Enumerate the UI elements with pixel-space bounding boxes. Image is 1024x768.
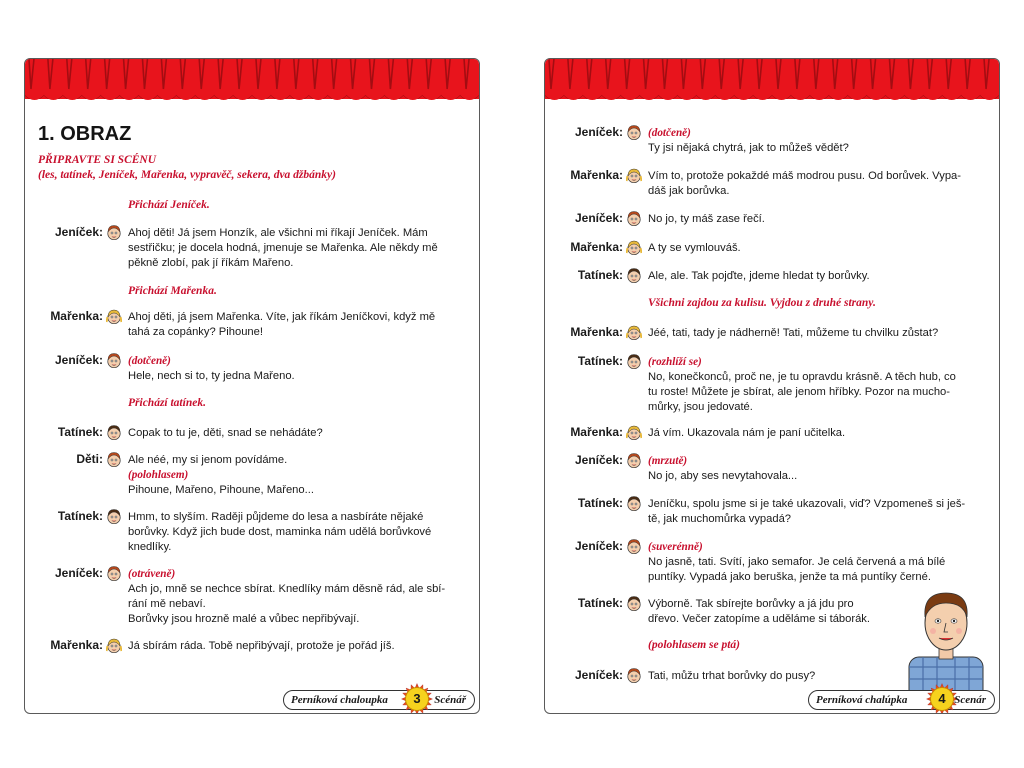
stage-direction: (rozhlíží se) [648,356,702,368]
stage-direction: (dotčeně) [648,127,691,139]
speaker-face-icon [626,538,642,555]
speaker-name: Mařenka: [570,425,623,439]
dialogue-text [648,169,985,199]
dialogue-text-line: Ale, ale. Tak pojďte, jdeme hledat ty borůvky. [648,270,870,282]
speaker-face-icon [626,210,642,227]
speaker-name: Jeníček: [574,453,623,467]
speaker-name: Jeníček: [574,211,623,225]
sun-page-badge [401,683,433,714]
dialogue-text [128,510,465,555]
dialogue-text-line: No jo, ty máš zase řečí. [648,213,765,225]
dialogue-text-line: No, konečkonců, proč ne, je tu opravdu krásně. A těch hub, co [648,371,956,383]
dialogue-text-line: A ty se vymlouváš. [648,242,741,254]
stage-note: Přichází Jeníček. [128,199,210,211]
dialogue-text [128,453,465,498]
speaker-face-icon [626,267,642,284]
speaker-name: Mařenka: [570,168,623,182]
speaker-name: Mařenka: [50,638,103,652]
speaker-face-icon [106,224,122,241]
speaker-name: Jeníček: [574,125,623,139]
dialogue-text-line: knedlíky. [128,541,172,553]
stage-direction: (otráveně) [128,568,176,580]
dialogue-text [648,241,985,256]
speaker-name: Jeníček: [54,353,103,367]
stage-direction: (mrzutě) [648,455,688,467]
speaker-face-icon [106,565,122,582]
stage-direction: (dotčeně) [128,355,171,367]
speaker-face-icon [626,495,642,512]
speaker-name: Tatínek: [577,354,623,368]
speaker-face-icon [626,424,642,441]
stage-note: Přichází tatínek. [128,397,206,409]
dialogue-text [128,426,465,441]
setup-title: PŘIPRAVTE SI SCÉNU [38,154,157,166]
speaker-face-icon [626,324,642,341]
dialogue-text [128,567,465,627]
dialogue-text [648,212,985,227]
stage-note: (polohlasem se ptá) [648,639,740,651]
speaker-face-icon [106,637,122,654]
scene-heading: 1. OBRAZ [38,123,132,145]
speaker-face-icon [626,452,642,469]
dialogue-text-line: dáš jak borůvka. [648,185,730,197]
page-footer [283,690,475,710]
dialogue-text [128,354,465,384]
dialogue-text-line: pěkně zlobí, pak jí říkám Mařeno. [128,257,294,269]
page-number: 4 [938,691,946,706]
dialogue-text-line: Tati, můžu trhat borůvky do pusy? [648,670,816,682]
speaker-name: Tatínek: [57,425,103,439]
speaker-name: Tatínek: [577,268,623,282]
dialogue-text [648,126,985,156]
script-page-3 [24,58,480,714]
dialogue-text-line: borůvky. Když jich bude dost, maminka nám udělá borůvkové [128,526,432,538]
dialogue-text-line: Výborně. Tak sbírejte borůvky a já jdu pro [648,598,854,610]
dialogue-text-line: Pihoune, Mařeno, Pihoune, Mařeno... [128,484,314,496]
footer-title: Perníková chalúpka [816,694,908,706]
dialogue-text-line: Borůvky jsou hrozně malé a vůbec nepřibývají. [128,613,360,625]
dialogue-text-line: Ach jo, mně se nechce sbírat. Knedlíky mám děsně rád, ale sbí- [128,583,446,595]
page-number: 3 [413,691,421,706]
dialogue-text [648,454,985,484]
page-content [25,59,479,713]
dialogue-text-line: Vím to, protože pokaždé máš modrou pusu. Od borůvek. Vypa- [648,170,961,182]
dialogue-text [128,226,465,271]
speaker-name: Tatínek: [57,509,103,523]
dialogue-text-line: Ty jsi nějaká chytrá, jak to můžeš vědět? [648,142,849,154]
speaker-name: Jeníček: [54,225,103,239]
speaker-face-icon [626,124,642,141]
footer-title: Perníková chaloupka [291,694,388,706]
sun-page-badge [926,683,958,714]
dialogue-text-line: Jeníčku, spolu jsme si je také ukazovali, viď? Vzpomeneš si ješ- [648,498,966,510]
speaker-name: Mařenka: [570,325,623,339]
dialogue-text-line: No jasně, tati. Svítí, jako semafor. Je celá červená a má bílé [648,556,946,568]
speaker-name: Jeníček: [574,668,623,682]
dialogue-text-line: sestřičku; je docela hodná, jmenuje se Mařenka. Ale někdy mě [128,242,438,254]
dialogue-text [128,310,465,340]
dialogue-text-line: tu roste! Můžete je sbírat, ale jenom hříbky. Pozor na mucho- [648,386,950,398]
script-page-4 [544,58,1000,714]
stage-direction: (suverénně) [648,541,703,553]
speaker-face-icon [626,353,642,370]
stage-direction: (polohlasem) [128,469,189,481]
dialogue-text-line: Já sbírám ráda. Tobě nepřibývají, protože je pořád jíš. [128,640,395,652]
scene-setup [38,153,336,183]
speaker-name: Mařenka: [50,309,103,323]
page-footer [808,690,995,710]
dialogue-text-line: Jéé, tati, tady je nádherně! Tati, můžeme tu chvilku zůstat? [648,327,939,339]
speaker-name: Tatínek: [577,496,623,510]
speaker-face-icon [626,239,642,256]
dialogue-text-line: puntíky. Vypadá jako beruška, jenže ta má puntíky černé. [648,571,931,583]
dialogue-text [648,497,985,527]
speaker-face-icon [106,508,122,525]
dialogue-text-line: tě, jak muchomůrka vypadá? [648,513,792,525]
dialogue-text-line: Hele, nech si to, ty jedna Mařeno. [128,370,295,382]
dialogue-text [648,326,985,341]
dialogue-text-line: Ale néé, my si jenom povídáme. [128,454,288,466]
dialogue-text-line: rání mě nebaví. [128,598,206,610]
footer-label: Scenár [954,694,986,706]
speaker-face-icon [626,167,642,184]
dialogue-text-line: Copak to tu je, děti, snad se nehádáte? [128,427,323,439]
footer-label: Scénář [434,694,466,706]
speaker-name: Jeníček: [574,539,623,553]
stage-note: Všichni zajdou za kulisu. Vyjdou z druhé strany. [648,297,876,309]
dialogue-text-line: No jo, aby ses nevytahovala... [648,470,798,482]
dialogue-text [648,426,985,441]
dialogue-text [128,639,465,654]
speaker-name: Tatínek: [577,596,623,610]
dialogue-text-line: Ahoj děti, já jsem Mařenka. Víte, jak říkám Jeníčkovi, když mě [128,311,436,323]
speaker-name: Jeníček: [54,566,103,580]
speaker-face-icon [106,424,122,441]
speaker-face-icon [106,451,122,468]
dialogue-text-line: tahá za copánky? Pihoune! [128,326,263,338]
speaker-face-icon [626,595,642,612]
speaker-name: Mařenka: [570,240,623,254]
speaker-name: Děti: [76,452,103,466]
dialogue-text [648,269,985,284]
dialogue-text-line: dřevo. Večer zatopíme a uděláme si táborák. [648,613,871,625]
speaker-face-icon [106,308,122,325]
dialogue-text-line: Já vím. Ukazovala nám je paní učitelka. [648,427,846,439]
speaker-face-icon [106,352,122,369]
stage-note: Přichází Mařenka. [128,285,217,297]
setup-items: (les, tatínek, Jeníček, Mařenka, vypravěč, sekera, dva džbánky) [38,169,336,181]
dialogue-text [648,355,985,415]
dialogue-text [648,540,985,585]
dialogue-text-line: můrky, jsou jedovaté. [648,401,753,413]
speaker-face-icon [626,667,642,684]
dialogue-text-line: Ahoj děti! Já jsem Honzík, ale všichni mi říkají Jeníček. Mám [128,227,428,239]
dialogue-text-line: Hmm, to slyším. Raději půjdeme do lesa a nasbíráte nějaké [128,511,424,523]
